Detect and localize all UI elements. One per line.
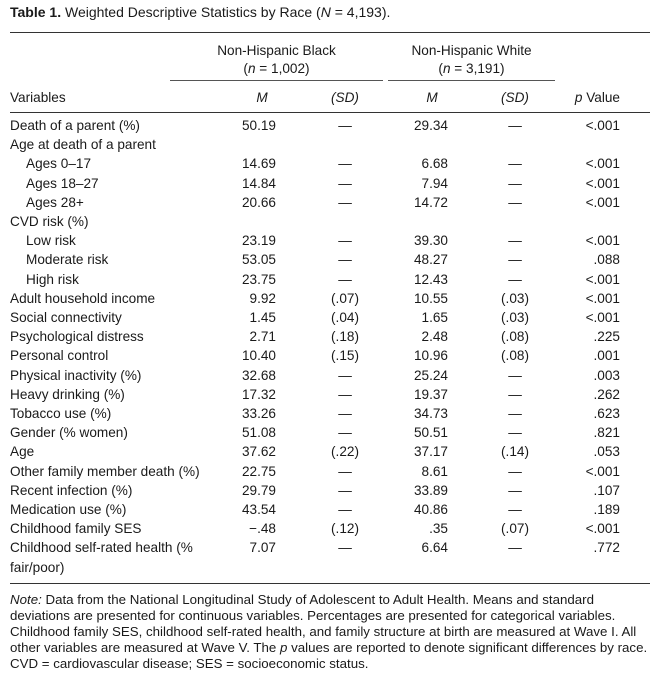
sd-black-cell: — [338, 482, 352, 498]
variable-cell: Physical inactivity (%) [10, 367, 142, 383]
table-row [0, 327, 660, 346]
p-value-cell: .001 [593, 348, 620, 364]
mean-black-cell: 50.19 [241, 118, 276, 133]
mean-white-cell: 33.89 [413, 482, 448, 498]
mean-black-cell: −.48 [249, 521, 276, 537]
p-value-cell: .623 [593, 406, 620, 421]
p-value-cell: .189 [593, 502, 620, 517]
note-text-2: values are reported to denote significant differences by race. CVD = cardiovascular disease; SES = socioeconomic status. [10, 640, 648, 671]
p-value-cell: <.001 [585, 156, 620, 172]
table-label: Table 1. [10, 4, 62, 20]
variable-cell: Childhood family SES [10, 521, 142, 537]
mean-black-cell: 33.26 [241, 406, 276, 421]
mean-white-cell: 37.17 [413, 444, 448, 460]
table-row [0, 519, 660, 538]
variable-cell: Social connectivity [10, 310, 122, 325]
sd-black-cell: — [338, 156, 352, 172]
group-n: (n = 1,002) [243, 61, 310, 76]
sd-black-cell: — [338, 233, 352, 249]
variable-cell: Ages 18–27 [26, 175, 99, 191]
mean-black-cell: 51.08 [241, 425, 276, 441]
sd-black-cell: — [338, 118, 352, 133]
table-row [0, 212, 660, 231]
mean-white-cell: 39.30 [413, 233, 448, 249]
sd-white-cell: — [508, 502, 522, 517]
p-value-cell: .262 [593, 386, 620, 402]
mean-black-cell: 1.45 [249, 310, 276, 325]
note-p: p [280, 640, 288, 655]
note-text: Data from the National Longitudinal Study of Adolescent to Adult Health. Means and standard deviations are presented for continuous variables. Percentages are presented for categorical variables. Childhood family SES, childhood self-rated health, and family structure at birth are measured at Wave I. All other variables are measured at Wave V. The [10, 592, 637, 655]
mean-black-cell: 43.54 [241, 502, 276, 517]
sd-white-cell: — [508, 233, 522, 249]
sd-white-cell: (.03) [501, 310, 529, 325]
mean-white-cell: 7.94 [421, 175, 448, 191]
col-sd-black: (SD) [331, 90, 359, 105]
sd-white-cell: — [508, 540, 522, 556]
mean-black-cell: 22.75 [241, 463, 276, 479]
p-value-cell: <.001 [585, 118, 620, 133]
table-row [0, 154, 660, 173]
table-row [0, 538, 660, 557]
col-m-white: M [426, 90, 438, 105]
caption-text: Weighted Descriptive Statistics by Race ( [64, 4, 321, 20]
mean-black-cell: 32.68 [241, 367, 276, 383]
table-row [0, 558, 660, 577]
sd-white-cell: (.07) [501, 521, 529, 537]
sd-white-cell: — [508, 194, 522, 210]
sd-white-cell: — [508, 175, 522, 191]
sd-white-cell: — [508, 406, 522, 421]
p-value-cell: .225 [593, 329, 620, 345]
col-p-value [575, 88, 620, 107]
sd-black-cell: — [338, 271, 352, 287]
sd-white-cell: (.08) [501, 329, 529, 345]
mean-black-cell: 14.69 [241, 156, 276, 172]
sd-black-cell: (.07) [331, 290, 359, 306]
mean-black-cell: 10.40 [241, 348, 276, 364]
mean-white-cell: 34.73 [413, 406, 448, 421]
mean-black-cell: 9.92 [249, 290, 276, 306]
p-value-cell: <.001 [585, 290, 620, 306]
p-value-cell: <.001 [585, 175, 620, 191]
col-variables: Variables [10, 90, 66, 105]
sd-black-cell: — [338, 406, 352, 421]
mean-white-cell: 29.34 [413, 118, 448, 133]
mean-white-cell: 19.37 [413, 386, 448, 402]
table-row [0, 231, 660, 250]
mean-white-cell: 40.86 [413, 502, 448, 517]
p-value-cell: <.001 [585, 233, 620, 249]
p-value-cell: .003 [593, 367, 620, 383]
p-value-cell: <.001 [585, 271, 620, 287]
sd-black-cell: — [338, 252, 352, 268]
mean-white-cell: 14.72 [413, 194, 448, 210]
mean-black-cell: 23.19 [241, 233, 276, 249]
table-row [0, 442, 660, 461]
table-row [0, 500, 660, 519]
p-value-cell: <.001 [585, 521, 620, 537]
sd-black-cell: — [338, 425, 352, 441]
variable-cell: Personal control [10, 348, 109, 364]
table-row [0, 423, 660, 442]
mean-white-cell: 50.51 [413, 425, 448, 441]
n-value: = 3,191) [450, 61, 505, 76]
mean-white-cell: 8.61 [421, 463, 448, 479]
bottom-rule [10, 583, 650, 584]
caption-n: N [320, 4, 331, 20]
mean-white-cell: 10.96 [413, 348, 448, 364]
n-label: n [247, 61, 256, 76]
mean-black-cell: 53.05 [241, 252, 276, 268]
column-header-row [0, 88, 660, 107]
table-note [10, 592, 652, 672]
mean-black-cell: 20.66 [241, 194, 276, 210]
table-row [0, 193, 660, 212]
sd-white-cell: — [508, 156, 522, 172]
sd-white-cell: — [508, 482, 522, 498]
variable-cell: Recent infection (%) [10, 482, 133, 498]
mean-black-cell: 7.07 [249, 540, 276, 556]
table-row [0, 481, 660, 500]
sd-white-cell: — [508, 118, 522, 133]
p-value-cell: <.001 [585, 310, 620, 325]
variable-cell: Medication use (%) [10, 502, 127, 517]
sd-white-cell: — [508, 252, 522, 268]
note-label: Note: [10, 592, 42, 607]
variable-cell: Ages 0–17 [26, 156, 92, 172]
p-value-cell: .053 [593, 444, 620, 460]
sd-white-cell: — [508, 367, 522, 383]
sd-black-cell: (.22) [331, 444, 359, 460]
p-value-cell: .821 [593, 425, 620, 441]
header-rule [10, 112, 650, 113]
sd-black-cell: (.18) [331, 329, 359, 345]
table-row [0, 308, 660, 327]
sd-black-cell: — [338, 386, 352, 402]
table-row [0, 462, 660, 481]
sd-white-cell: (.14) [501, 444, 529, 460]
table-row [0, 270, 660, 289]
group-header-white [388, 42, 555, 78]
table-row [0, 174, 660, 193]
group-name: Non-Hispanic Black [217, 43, 336, 58]
sd-black-cell: — [338, 540, 352, 556]
mean-black-cell: 2.71 [249, 329, 276, 345]
sd-black-cell: — [338, 175, 352, 191]
sd-white-cell: (.03) [501, 290, 529, 306]
sd-black-cell: — [338, 502, 352, 517]
sd-black-cell: (.04) [331, 310, 359, 325]
p-value-cell: .772 [593, 540, 620, 556]
group-header-black [170, 42, 383, 78]
table-row [0, 366, 660, 385]
group-n: (n = 3,191) [438, 61, 505, 76]
p-value-cell: <.001 [585, 194, 620, 210]
mean-black-cell: 29.79 [241, 482, 276, 498]
caption-n-value: = 4,193). [330, 4, 391, 20]
group-underline [388, 80, 555, 81]
sd-white-cell: (.08) [501, 348, 529, 364]
p-value-cell: .107 [593, 482, 620, 498]
col-m-black: M [256, 90, 268, 105]
variable-cell: fair/poor) [10, 559, 65, 575]
variable-cell: CVD risk (%) [10, 214, 89, 229]
variable-cell: Death of a parent (%) [10, 118, 140, 133]
variable-cell: Adult household income [10, 290, 156, 306]
mean-white-cell: .35 [429, 521, 448, 537]
variable-cell: High risk [26, 271, 79, 287]
sd-black-cell: — [338, 367, 352, 383]
variable-cell: Age at death of a parent [10, 137, 156, 153]
sd-white-cell: — [508, 425, 522, 441]
variable-cell: Ages 28+ [26, 194, 84, 210]
sd-white-cell: — [508, 386, 522, 402]
group-underline [170, 80, 383, 81]
mean-white-cell: 48.27 [413, 252, 448, 268]
variable-cell: Gender (% women) [10, 425, 128, 441]
variable-cell: Moderate risk [26, 252, 109, 268]
group-name: Non-Hispanic White [411, 43, 532, 58]
mean-black-cell: 17.32 [241, 386, 276, 402]
p-rest: Value [582, 90, 620, 105]
top-rule [10, 32, 650, 33]
variable-cell: Heavy drinking (%) [10, 386, 125, 402]
variable-cell: Low risk [26, 233, 76, 249]
table-row [0, 250, 660, 269]
mean-white-cell: 6.68 [421, 156, 448, 172]
variable-cell: Tobacco use (%) [10, 406, 112, 421]
table-caption [10, 4, 390, 20]
table-row [0, 135, 660, 154]
mean-white-cell: 2.48 [421, 329, 448, 345]
mean-white-cell: 10.55 [413, 290, 448, 306]
sd-black-cell: — [338, 463, 352, 479]
mean-black-cell: 37.62 [241, 444, 276, 460]
mean-white-cell: 25.24 [413, 367, 448, 383]
table-row [0, 289, 660, 308]
p-value-cell: .088 [593, 252, 620, 268]
table-row [0, 346, 660, 365]
variable-cell: Age [10, 444, 35, 460]
n-value: = 1,002) [255, 61, 310, 76]
variable-cell: Childhood self-rated health (% [10, 540, 193, 556]
table-row [0, 404, 660, 423]
variable-cell: Other family member death (%) [10, 463, 200, 479]
p-italic: p [574, 90, 583, 105]
mean-white-cell: 6.64 [421, 540, 448, 556]
sd-white-cell: — [508, 271, 522, 287]
table-row [0, 385, 660, 404]
mean-white-cell: 12.43 [413, 271, 448, 287]
mean-black-cell: 14.84 [241, 175, 276, 191]
sd-black-cell: (.15) [331, 348, 359, 364]
p-value-cell: <.001 [585, 463, 620, 479]
variable-cell: Psychological distress [10, 329, 144, 345]
sd-white-cell: — [508, 463, 522, 479]
sd-black-cell: (.12) [331, 521, 359, 537]
mean-black-cell: 23.75 [241, 271, 276, 287]
col-sd-white: (SD) [501, 90, 529, 105]
mean-white-cell: 1.65 [421, 310, 448, 325]
n-label: n [442, 61, 451, 76]
table-row [0, 116, 660, 135]
sd-black-cell: — [338, 194, 352, 210]
